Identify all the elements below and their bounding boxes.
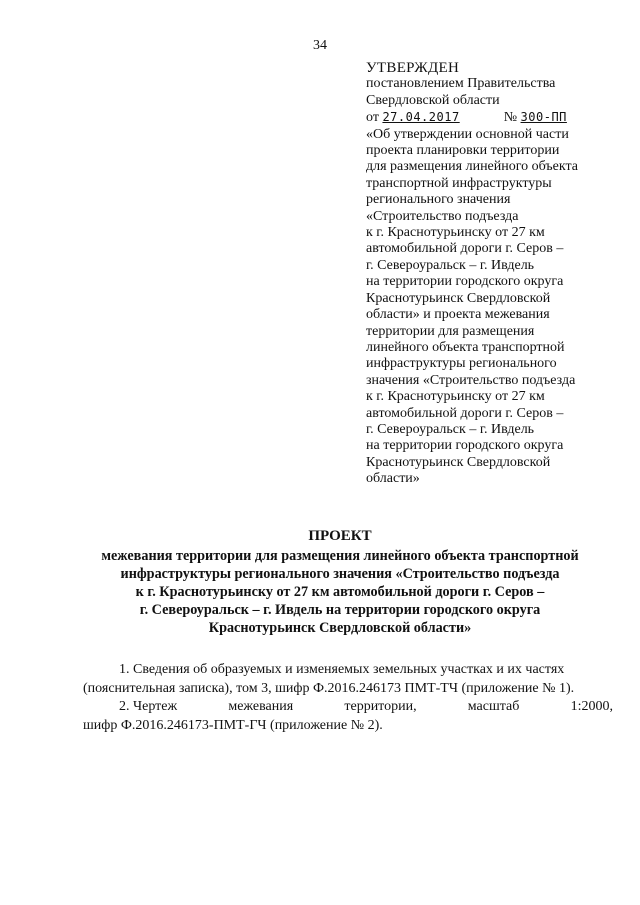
approval-subject-line: Краснотурьинск Свердловской [366,290,551,306]
project-title-block [60,527,620,637]
approval-subject-line: автомобильной дороги г. Серов – [366,241,564,257]
approval-line-2: Свердловской области [366,92,500,108]
approval-subject-line: г. Североуральск – г. Ивдель [366,257,535,273]
item-1-line-2: (пояснительная записка), том 3, шифр Ф.2016.246173 ПМТ-ТЧ (приложение № 1). [83,680,575,696]
project-title-line: Краснотурьинск Свердловской области» [208,620,472,636]
project-title-line: г. Североуральск – г. Ивдель на территории городского округа [139,602,541,618]
approval-subject-line: на территории городского округа [366,274,564,290]
approval-subject [366,127,616,488]
approval-subject-line: проекта планировки территории [366,143,560,159]
approval-subject-line: Краснотурьинск Свердловской [366,454,551,470]
page-number: 34 [313,38,327,53]
item-2-line-2: шифр Ф.2016.246173-ПМТ-ГЧ (приложение № 2). [83,717,383,733]
approval-subject-line: инфраструктуры регионального [366,356,557,372]
approval-subject-line: области» и проекта межевания [366,307,550,323]
approval-date-line [366,109,616,126]
project-title-line: к г. Краснотурьинску от 27 км автомобильной дороги г. Серов – [135,584,545,600]
item-1-line-1: 1. Сведения об образуемых и изменяемых земельных участках и их частях [119,662,565,677]
approved-title: УТВЕРЖДЕН [366,60,460,76]
approval-subject-line: линейного объекта транспортной [366,339,565,355]
date-prefix: от [366,110,379,126]
project-title-line: инфраструктуры регионального значения «Строительство подъезда [120,566,560,582]
approval-subject-line: к г. Краснотурьинску от 27 км [366,389,545,405]
item-2-word: 1:2000, [570,699,613,714]
number-value: 300-ПП [520,110,567,125]
approval-subject-line: «Об утверждении основной части [366,126,569,142]
approval-subject-line: территории для размещения [366,323,535,339]
project-heading: ПРОЕКТ [308,528,372,544]
item-2-word: 2. Чертеж [119,699,178,714]
document-items [83,661,613,735]
approval-subject-line: на территории городского округа [366,438,564,454]
item-2-word: территории, [344,699,417,714]
project-title-lines [60,547,620,637]
approval-subject-line: автомобильной дороги г. Серов – [366,405,564,421]
approval-subject-line: области» [366,471,420,487]
approval-line-1: постановлением Правительства [366,76,556,92]
approval-subject-line: значения «Строительство подъезда [366,372,576,388]
project-title-line: межевания территории для размещения линейного объекта транспортной [101,548,579,564]
approval-subject-line: к г. Краснотурьинску от 27 км [366,225,545,241]
item-2-word: масштаб [467,699,520,714]
approval-stamp-block [366,60,616,488]
date-value: 27.04.2017 [382,110,460,125]
number-prefix: № [503,110,518,126]
approval-subject-line: «Строительство подъезда [366,208,519,224]
approval-subject-line: для размещения линейного объекта [366,159,578,175]
approval-subject-line: регионального значения [366,192,511,208]
approval-subject-line: г. Североуральск – г. Ивдель [366,421,535,437]
item-2-word: межевания [228,699,294,714]
item-2-line-1 [83,698,613,717]
approval-subject-line: транспортной инфраструктуры [366,175,552,191]
